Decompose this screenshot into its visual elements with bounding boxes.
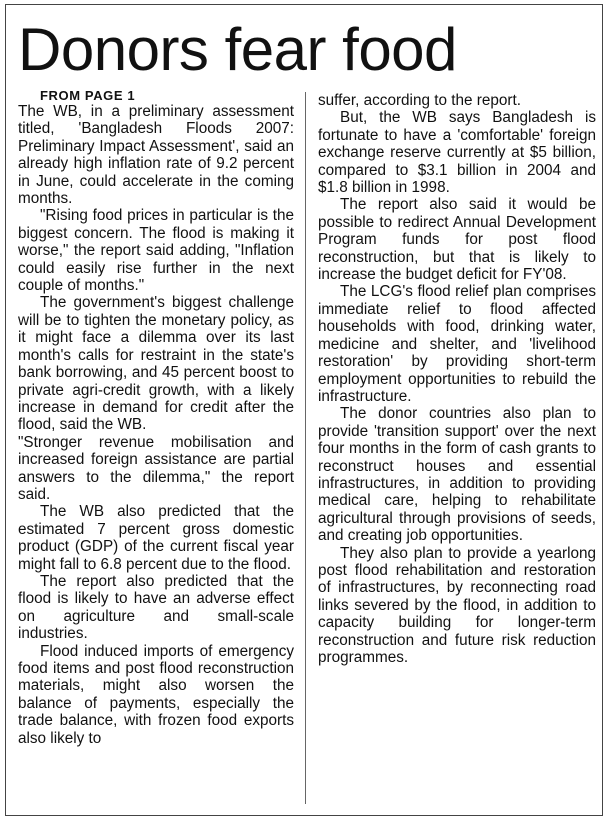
paragraph: The report also said it would be possible to redirect Annual Development Program funds for post flood reconstruction, but that is likely to increase the budget deficit for FY'08.: [318, 196, 596, 284]
paragraph: Flood induced imports of emergency food items and post flood reconstruction materials, might also worsen the balance of payments, especially the trade balance, with frozen food exports also likely to: [18, 642, 294, 747]
paragraph: The donor countries also plan to provide 'transition support' over the next four months in the form of cash grants to reconstruct houses and essential infrastructures, in addition to providing medical care, helping to rehabilitate agricultural through provisions of seeds, and creating job opportunities.: [318, 405, 596, 545]
right-column: [318, 92, 596, 666]
column-divider: [305, 92, 306, 804]
paragraph: "Rising food prices in particular is the biggest concern. The flood is making it worse," the report said adding, "Inflation could easily rise further in the next couple of months.": [18, 207, 294, 295]
headline: Donors fear food: [18, 16, 457, 83]
paragraph: The report also predicted that the flood is likely to have an adverse effect on agriculture and small-scale industries.: [18, 572, 294, 643]
paragraph: The government's biggest challenge will be to tighten the monetary policy, as it might face a dilemma over its last month's calls for restraint in the state's bank borrowing, and 45 percent boost to private agri-credit growth, with a likely increase in demand for credit after the flood, said the WB.: [18, 294, 294, 434]
left-column: [18, 88, 294, 747]
paragraph: The WB, in a preliminary assessment titled, 'Bangladesh Floods 2007: Preliminary Impact Assessment', said an already high inflation rate of 9.2 percent in June, could accelerate in the coming months.: [18, 103, 294, 208]
kicker: FROM PAGE 1: [40, 88, 136, 103]
paragraph: The WB also predicted that the estimated 7 percent gross domestic product (GDP) of the current fiscal year might fall to 6.8 percent due to the flood.: [18, 503, 294, 573]
paragraph: "Stronger revenue mobilisation and increased foreign assistance are partial answers to the dilemma," the report said.: [18, 433, 294, 503]
paragraph: But, the WB says Bangladesh is fortunate to have a 'comfortable' foreign exchange reserve currently at $5 billion, compared to $3.1 billion in 2004 and $1.8 billion in 1998.: [318, 109, 596, 197]
paragraph: The LCG's flood relief plan comprises immediate relief to flood affected households with food, drinking water, medicine and shelter, and 'livelihood restoration' by providing short-term employment opportunities to rebuild the infrastructure.: [318, 283, 596, 405]
paragraph: They also plan to provide a yearlong post flood rehabilitation and restoration of infrastructures, by reconnecting road links severed by the flood, in addition to capacity building for longer-term reconstruction and future risk reduction programmes.: [318, 544, 596, 666]
paragraph: suffer, according to the report.: [318, 92, 521, 109]
